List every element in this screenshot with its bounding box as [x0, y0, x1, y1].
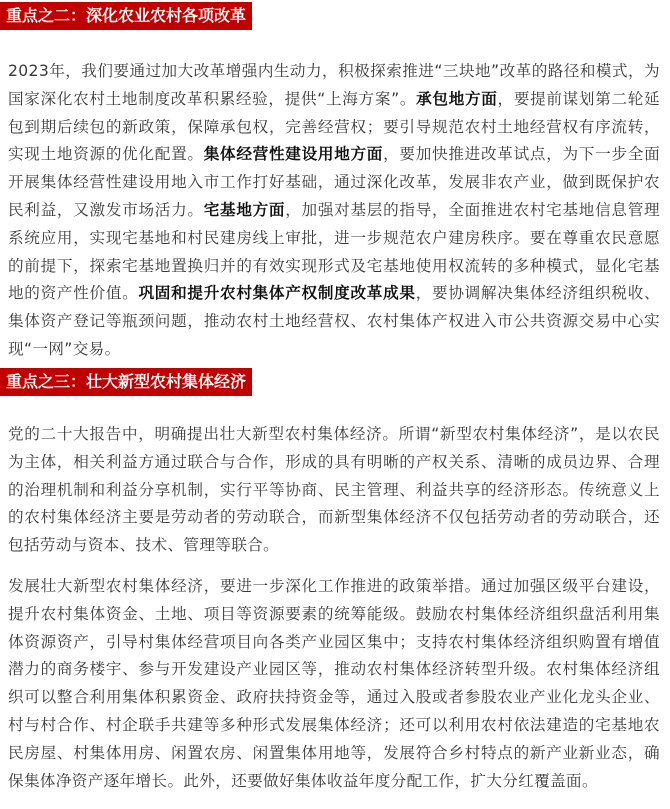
para-text: ，要提前谋划第二轮延包到期后续包的新政策，保障承包权，完善经营权；要引导规范农村土地经营权有序流转，实现土地资源的优化配置。 [8, 89, 660, 164]
para-text: ，要加快推进改革试点，为下一步全面开展集体经营性建设用地入市工作打好基础，通过深化改革，发展非农产业，做到既保护农民利益，又激发市场活力。 [8, 145, 661, 219]
para-bold-contract-land: 承包地方面 [416, 89, 498, 108]
para-text: ，要协调解决集体经济组织税收、集体资产登记等瓶颈问题，推动农村土地经营权、农村集体产权进入市公共资源交易中心实现“一网”交易。 [8, 284, 660, 358]
para-bold-construction-land: 集体经营性建设用地方面 [203, 145, 384, 164]
para-text: 2023年，我们要通过加大改革增强内生动力，积极探索推进“三块地”改革的路径和模式，为国家深化农村土地制度改革积累经验，提供“上海方案”。 [8, 62, 660, 108]
paragraph-collective-intro [8, 421, 660, 560]
section-heading-collective-economy: 重点之三：壮大新型农村集体经济 [0, 368, 252, 396]
para-text: 发展壮大新型农村集体经济，要进一步深化工作推进的政策举措。通过加强区级平台建设，提升农村集体资金、土地、项目等资源要素的统筹能级。鼓励农村集体经济组织盘活利用集体资源资产，引导村集体经营项目向各类产业园区集中；支持农村集体经济组织购置有增值潜力的商务楼宇、参与开发建设产业园区等，推动农村集体经济转型升级。农村集体经济组织可以整合利用集体积累资金、政府扶持资金等，通过入股或者参股农业产业化龙头企业、村与村合作、村企联手共建等多种形式发展集体经济；还可以利用农村依法建造的宅基地农民房屋、村集体用房、闲置农房、闲置集体用地等，发展符合乡村特点的新产业新业态，确保集体净资产逐年增长。此外，还要做好集体收益年度分配工作，扩大分红覆盖面。 [8, 577, 660, 790]
para-bold-homestead: 宅基地方面 [203, 200, 286, 219]
section-heading-reform: 重点之二：深化农业农村各项改革 [0, 2, 252, 30]
para-bold-property-rights: 巩固和提升农村集体产权制度改革成果 [138, 284, 416, 303]
para-text: 党的二十大报告中，明确提出壮大新型农村集体经济。所谓“新型农村集体经济”，是以农民为主体，相关利益方通过联合与合作，形成的具有明晰的产权关系、清晰的成员边界、合理的治理机制和利益分享机制，实行平等协商、民主管理、利益共享的经济形态。传统意义上的农村集体经济主要是劳动者的劳动联合，而新型集体经济不仅包括劳动者的劳动联合，还包括劳动与资本、技术、管理等联合。 [8, 425, 660, 555]
para-text: ，加强对基层的指导，全面推进农村宅基地信息管理系统应用，实现宅基地和村民建房线上审批，进一步规范农户建房秩序。要在尊重农民意愿的前提下，探索宅基地置换归并的有效实现形式及宅基地使用权流转的多种模式，显化宅基地的资产性价值。 [8, 200, 660, 303]
paragraph-collective-measures [8, 573, 660, 795]
paragraph-reform [8, 58, 660, 364]
